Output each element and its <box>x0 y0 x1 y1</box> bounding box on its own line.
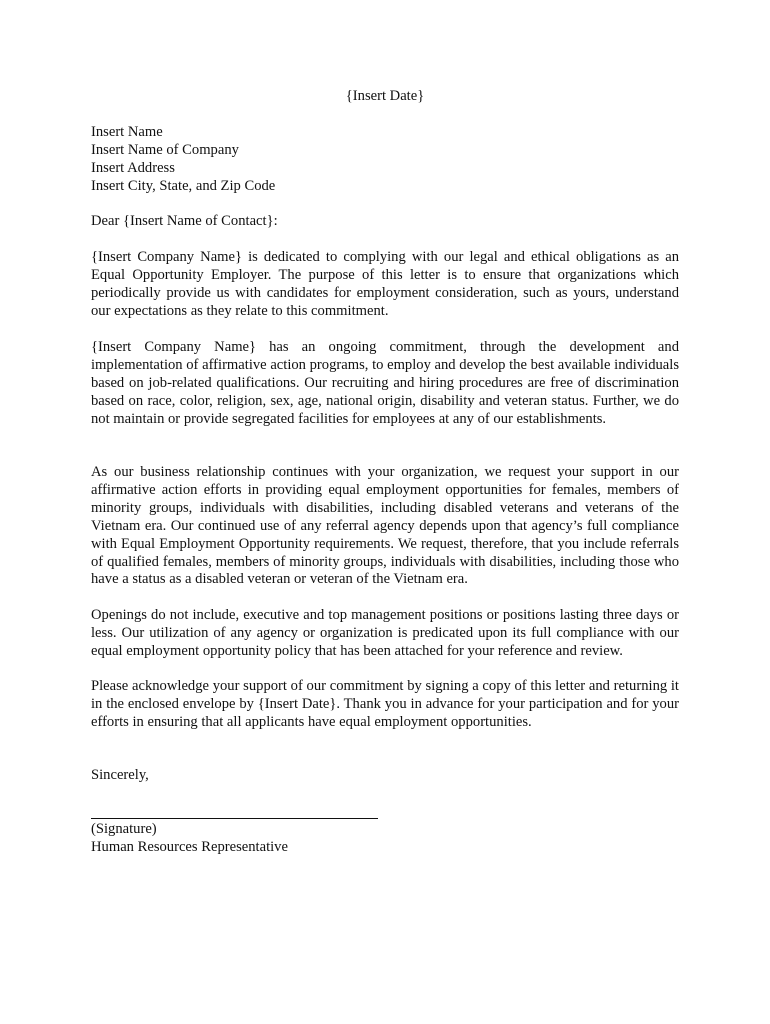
body-paragraph-5: Please acknowledge your support of our commitment by signing a copy of this letter and returning it in the enclosed envelope by {Insert Date}. Thank you in advance for your participation and for your efforts in ensuring that all applicants have equal employment opportunities. <box>91 678 679 730</box>
body-paragraph-2: {Insert Company Name} has an ongoing commitment, through the development and implementation of affirmative action programs, to employ and develop the best available individuals based on job-related qualifications. Our recruiting and hiring procedures are free of discrimination based on race, color, religion, sex, age, national origin, disability and veteran status. Further, we do not maintain or provide segregated facilities for employees at any of our establishments. <box>91 339 679 427</box>
recipient-company: Insert Name of Company <box>91 141 239 158</box>
closing: Sincerely, <box>91 767 149 783</box>
recipient-address: Insert Address <box>91 159 175 176</box>
body-paragraph-3: As our business relationship continues with your organization, we request your support in our affirmative action efforts in providing equal employment opportunities for females, members of minority groups, individuals with disabilities, including disabled veterans and veterans of the Vietnam era. Our continued use of any referral agency depends upon that agency’s full compliance with Equal Employment Opportunity requirements. We request, therefore, that you include referrals of qualified females, members of minority groups, individuals with disabilities, including those who have a status as a disabled veteran or veteran of the Vietnam era. <box>91 464 679 588</box>
recipient-address-block <box>91 124 681 196</box>
body-paragraph-4: Openings do not include, executive and top management positions or positions lasting three days or less. Our utilization of any agency or organization is predicated upon its full compliance with our equal employment opportunity policy that has been attached for your reference and review. <box>91 607 679 659</box>
signature-label: (Signature) <box>91 821 157 837</box>
letter-date: {Insert Date} <box>345 88 425 104</box>
signature-line <box>91 818 378 819</box>
body-paragraph-1: {Insert Company Name} is dedicated to complying with our legal and ethical obligations as an Equal Opportunity Employer. The purpose of this letter is to ensure that organizations which periodically provide us with candidates for employment consideration, such as yours, understand our expectations as they relate to this commitment. <box>91 249 679 319</box>
salutation: Dear {Insert Name of Contact}: <box>91 213 278 229</box>
recipient-city-state-zip: Insert City, State, and Zip Code <box>91 177 276 194</box>
recipient-name: Insert Name <box>91 124 163 140</box>
signer-title: Human Resources Representative <box>91 839 288 855</box>
